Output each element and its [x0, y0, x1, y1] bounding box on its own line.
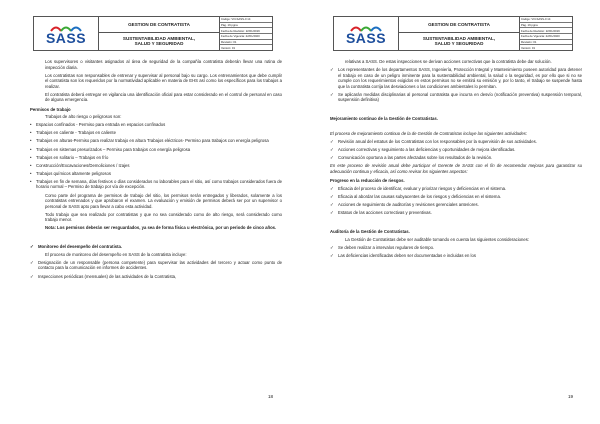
- meta-page: Pág. 19 pgna: [520, 23, 572, 29]
- list-item: ✓ Inspecciones periódicas (mensuales) de las actividades de la Contratista,: [30, 274, 282, 280]
- doc-title: GESTION DE CONTRATISTA: [99, 17, 219, 33]
- paragraph: La Gestión de Contratistas debe ser auditable tomando en cuenta las siguientes consideraciones:: [345, 236, 530, 242]
- meta-revision: Revisión: 01: [520, 40, 572, 46]
- paragraph: Los contratistas son responsables de entrenar y supervisar al personal bajo su cargo. Los entrenamientos que debe cumplir el contratista son los requeridos por la normatividad aplicable en materia de EHS así como los específicos para los trabajos a realizar.: [45, 72, 282, 89]
- list-item: • Construcción/Excavaciones/Demoliciones / Izajes: [30, 163, 282, 169]
- paragraph: Trabajos de alto riesgo o peligrosos son:: [45, 114, 122, 120]
- meta-code: Código: VIII-SASS-0 14: [520, 17, 572, 23]
- list-item: • Espacios confinados - Permiso para entrada en espacios confinados: [30, 122, 282, 128]
- section-heading: ✓ Monitoreo del desempeño del contratista.: [30, 244, 282, 250]
- document-page-right: [300, 0, 600, 424]
- paragraph: En este proceso de revisión anual debe participar el Gerente de SASS con el fin de recomendar mejoras para garantizar su adecuación continua y eficacia, así como revisar los siguientes aspectos:: [330, 163, 582, 174]
- meta-code: Código: VIII-SASS-0 14: [220, 17, 272, 23]
- logo-text: SASS: [345, 29, 387, 46]
- sass-logo: [34, 17, 99, 50]
- section-heading: Auditoría de la Gestión de Contratistas.: [330, 229, 410, 235]
- list-item: • Trabajos en sistemas presurizados – Permiso para trabajos con energía peligrosa: [30, 147, 282, 153]
- paragraph: El contratista deberá entregar en vigilancia una identificación oficial para estar considerado en el control de personal en caso de alguna emergencia.: [45, 91, 282, 103]
- paragraph: El proceso de monitoreo del desempeño en SASS de la contratista incluye:: [45, 251, 187, 257]
- list-item: • Trabajos en caliente - Trabajos en caliente: [30, 130, 282, 136]
- meta-version: Versión: 01: [521, 45, 535, 50]
- doc-title: GESTION DE CONTRATISTA: [399, 17, 519, 33]
- logo-text: SASS: [45, 29, 87, 46]
- doc-subtitle: SUSTENTABILIDAD AMBIENTAL, SALUD Y SEGURIDAD: [122, 35, 196, 47]
- list-item: ✓ Los representantes de los departamentos SASS, Ingeniería, Protección Integral y Mantenimiento poseen autoridad para detener el trabajo en caso de un peligro inminente para la sustentabilidad ambiental, la salud o la seguridad, es por ello que si no se cumple con los requerimientos exigidos en estos permisos no se emitirá su emisión y, por lo tanto, el trabajo se suspende hasta que la contratista corrija las desviaciones o las condiciones ambientales lo permitan.: [330, 67, 582, 89]
- page-body: [30, 59, 282, 282]
- meta-validity-date: Fecha de Vigencia: 22/01/2020: [520, 34, 572, 40]
- list-item: ✓ Eficacia al abordar las causas subyacentes de los riesgos y deficiencias en el sistema.: [330, 194, 582, 200]
- page-number: 19: [568, 394, 574, 399]
- section-heading: Progreso en la reducción de riesgos.: [330, 178, 405, 184]
- page-header: [33, 16, 273, 51]
- sass-logo: [334, 17, 399, 50]
- paragraph: El proceso de mejoramiento continuo de la de Gestión de Contratistas incluye las siguientes actividades:: [330, 130, 528, 136]
- meta-page: Pág. 19 pgna: [220, 23, 272, 29]
- list-item: ✓ Designación de un responsable (persona competente) para supervisar las actividades del tercero y actuar como punto de contacto para la comunicación en informes de accidentes.: [30, 260, 282, 271]
- meta-revision-date: Fecha de Revisión: 22/01/2019: [220, 28, 272, 34]
- list-item: ✓ Se deben realizar a intervalos regulares de tiempo.: [330, 245, 582, 251]
- note: Nota: Los permisos deberán ser resguardados, ya sea de forma física u electrónica, por un periodo de cinco años.: [45, 225, 277, 231]
- page-body: [330, 59, 582, 261]
- list-item: • Trabajos en solitario – Trabajos en frío: [30, 155, 282, 161]
- list-item: ✓ Se aplicarán medidas disciplinarias al personal contratista que incurra en desvío (notificación preventiva) suspensión temporal, suspensión definitiva): [330, 92, 582, 103]
- page-number: 18: [268, 394, 274, 399]
- doc-meta: [520, 17, 572, 50]
- list-item: ✓ Acciones correctivas y seguimiento a las deficiencias y oportunidades de mejora identificadas.: [330, 147, 582, 153]
- meta-revision-date: Fecha de Revisión: 22/01/2019: [520, 28, 572, 34]
- list-item: • Trabajos químicos altamente peligrosos: [30, 171, 282, 177]
- meta-revision: Revisión: 01: [220, 40, 272, 46]
- doc-subtitle: SUSTENTABILIDAD AMBIENTAL, SALUD Y SEGURIDAD: [422, 35, 496, 47]
- doc-meta: [220, 17, 272, 50]
- page-header: [333, 16, 573, 51]
- list-item: • Trabajos en fin de semana, días festivos o días considerados no laborables para el sitio, así como trabajos considerados fuera de horario normal – Permiso de trabajo por vía de excepción.: [30, 179, 282, 190]
- list-item: ✓ Comunicación oportuna a las partes afectadas sobre los resultados de la revisión.: [330, 155, 582, 161]
- list-item: ✓ Acciones de seguimiento de auditorías y revisiones gerenciales anteriores.: [330, 202, 582, 208]
- list-item: ✓ Eficacia del proceso de identificar, evaluar y priorizar riesgos y deficiencias en el sistema.: [330, 186, 582, 192]
- meta-version: Versión: 01: [221, 45, 235, 50]
- list-item: ✓ Revisión anual del estatus de los Contratistas con los responsables por la supervisión de sus actividades.: [330, 139, 582, 145]
- paragraph: Los supervisores o visitantes asignados al área de seguridad de la compañía contratista deberán llevar una rutina de inspección diaria.: [45, 59, 282, 70]
- meta-validity-date: Fecha de Vigencia: 22/01/2020: [220, 34, 272, 40]
- section-heading: Mejoramiento continuo de la Gestión de Contratistas.: [330, 116, 438, 122]
- section-heading: Permisos de trabajo: [30, 106, 71, 112]
- paragraph: Todo trabajo que sea realizado por contratistas y que no sea considerado como de alto riesgo, será considerado como trabajo menor.: [45, 211, 282, 223]
- list-item: ✓ Las deficiencias identificadas deben ser documentadas e incluidas en los: [330, 253, 582, 259]
- list-item: • Trabajos en alturas-Permiso para realizar trabajo en altura Trabajos eléctricos- Permiso para trabajos con energía peligrosa: [30, 138, 282, 144]
- list-item: ✓ Estatus de las acciones correctivas y preventivas.: [330, 210, 582, 216]
- paragraph: relativas a SASS. De estas inspecciones se derivan acciones correctivas que la contratista debe dar solución.: [345, 59, 552, 64]
- paragraph: Como parte del programa de permisos de trabajo del sitio, los permisos serán entregados y liberados, solamente a los contratistas entrenados y que aprobaron el examen. La evaluación y emisión de permisos deberá ser por un supervisor o personal de SASS apto para llevar a cabo esta actividad.: [45, 192, 282, 209]
